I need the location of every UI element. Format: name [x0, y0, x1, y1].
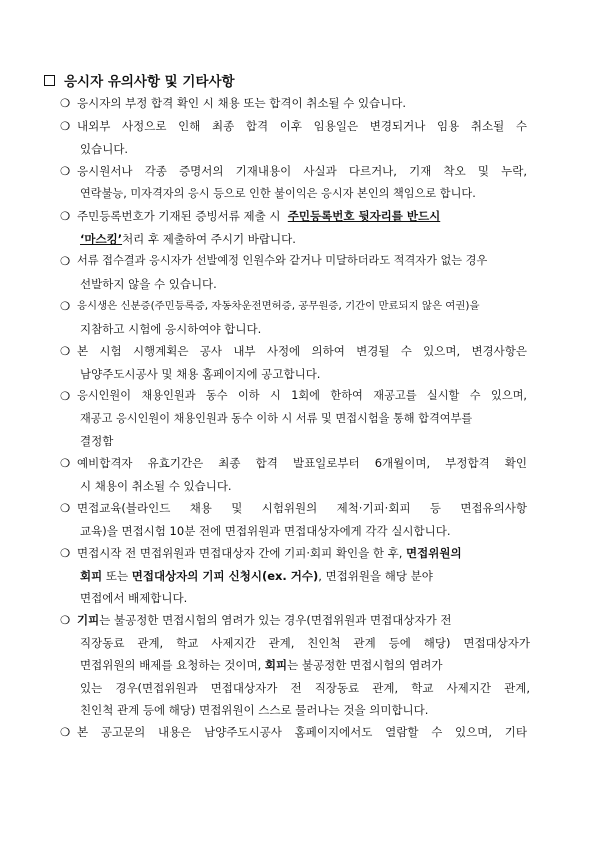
- bold-term: 회피: [264, 658, 288, 672]
- item-text: 본 시험 시행계획은 공사 내부 사정에 의하여 변경될 수 있으며, 변경사항은: [77, 344, 527, 358]
- item-text: 재공고 응시인원이 채용인원과 동수 이하 시 서류 및 면접시험을 통해 합격여부를: [80, 411, 473, 425]
- item-text: 있는 경우(면접위원과 면접대상자가 전 직장동료 관계, 학교 사제지간 관계,: [80, 680, 530, 695]
- item-text: 결정함: [80, 434, 114, 448]
- item-text: 본 공고문의 내용은 남양주도시공사 홈페이지에서도 열람할 수 있으며, 기타: [77, 725, 527, 739]
- item-text: 친인척 관계 등에 해당) 면접위원이 스스로 물러나는 것을 의미합니다.: [80, 703, 429, 717]
- masking-keyword: ‘마스킹’: [80, 231, 123, 246]
- item-text: 면접교육(블라인드 채용 및 시험위원의 제척·기피·회피 등 면접유의사항: [77, 501, 527, 515]
- item-text: 예비합격자 유효기간은 최종 합격 발표일로부터 6개월이며, 부정합격 확인: [77, 456, 527, 470]
- circle-bullet-icon: ❍: [60, 501, 71, 515]
- circle-bullet-icon: ❍: [60, 613, 71, 627]
- square-bullet-icon: [44, 75, 55, 86]
- item-text: 연락불능, 미자격자의 응시 등으로 인한 불이익은 응시자 본인의 책임으로 합니다.: [80, 186, 476, 200]
- item-text: 있습니다.: [80, 141, 129, 156]
- item-text: 응시인원이 채용인원과 동수 이하 시 1회에 한하여 재공고를 실시할 수 있으며,: [77, 389, 527, 402]
- item-text: 응시생은 신분증(주민등록증, 자동차운전면허증, 공무원증, 기간이 만료되지 않은 여권)을: [77, 300, 480, 312]
- circle-bullet-icon: ❍: [60, 96, 71, 110]
- bold-term: 면접대상자의 기피 신청시(ex. 거수): [131, 568, 319, 583]
- section-title: 응시자 유의사항 및 기타사항: [64, 74, 235, 90]
- item-text: 지참하고 시험에 응시하여야 합니다.: [80, 321, 262, 336]
- circle-bullet-icon: ❍: [60, 389, 71, 403]
- item-text: 응시자의 부정 합격 확인 시 채용 또는 합격이 취소될 수 있습니다.: [77, 96, 407, 110]
- circle-bullet-icon: ❍: [60, 164, 71, 178]
- item-text: 면접위원의 배제를 요청하는 것이며, 회피는 불공정한 면접시험의 염려가: [80, 658, 443, 672]
- item-text: 선발하지 않을 수 있습니다.: [80, 276, 217, 291]
- item-text: 교육)을 면접시험 10분 전에 면접위원과 면접대상자에게 각각 실시합니다.: [80, 523, 451, 538]
- item-text: 면접시작 전 면접위원과 면접대상자 간에 기피·회피 확인을 한 후, 면접위원의: [77, 546, 462, 560]
- item-text: 응시원서나 각종 증명서의 기재내용이 사실과 다르거나, 기재 착오 및 누락,: [77, 164, 527, 178]
- item-text: 서류 접수결과 응시자가 선발예정 인원수와 같거나 미달하더라도 적격자가 없는 경우: [77, 254, 488, 267]
- circle-bullet-icon: ❍: [60, 344, 71, 358]
- circle-bullet-icon: ❍: [60, 119, 71, 133]
- circle-bullet-icon: ❍: [60, 299, 71, 313]
- item-text: 면접에서 배제합니다.: [80, 591, 188, 605]
- circle-bullet-icon: ❍: [60, 725, 71, 739]
- item-text: 주민등록번호가 기재된 증빙서류 제출 시 주민등록번호 뒷자리를 반드시: [77, 209, 441, 223]
- circle-bullet-icon: ❍: [60, 209, 71, 223]
- item-text: 기피는 불공정한 면접시험의 염려가 있는 경우(면접위원과 면접대상자가 전: [77, 613, 452, 627]
- item-text: 내외부 사정으로 인해 최종 합격 이후 임용일은 변경되거나 임용 취소될 수: [77, 119, 527, 133]
- section-heading: [44, 70, 235, 90]
- circle-bullet-icon: ❍: [60, 546, 71, 560]
- circle-bullet-icon: ❍: [60, 254, 71, 268]
- masking-emphasis: 주민등록번호 뒷자리를 반드시: [287, 209, 441, 223]
- bold-term: 면접위원의: [406, 546, 462, 560]
- item-text: 시 채용이 취소될 수 있습니다.: [80, 478, 232, 493]
- bold-term: 회피: [80, 568, 103, 583]
- item-text: ‘마스킹’처리 후 제출하여 주시기 바랍니다.: [80, 231, 296, 246]
- bold-term: 기피: [77, 613, 100, 627]
- circle-bullet-icon: ❍: [60, 456, 71, 470]
- item-text: 회피 또는 면접대상자의 기피 신청시(ex. 거수), 면접위원을 해당 분야: [80, 568, 433, 583]
- item-text: 남양주도시공사 및 채용 홈페이지에 공고합니다.: [80, 366, 321, 381]
- item-text: 직장동료 관계, 학교 사제지간 관계, 친인척 관계 등에 해당) 면접대상자가: [80, 635, 530, 650]
